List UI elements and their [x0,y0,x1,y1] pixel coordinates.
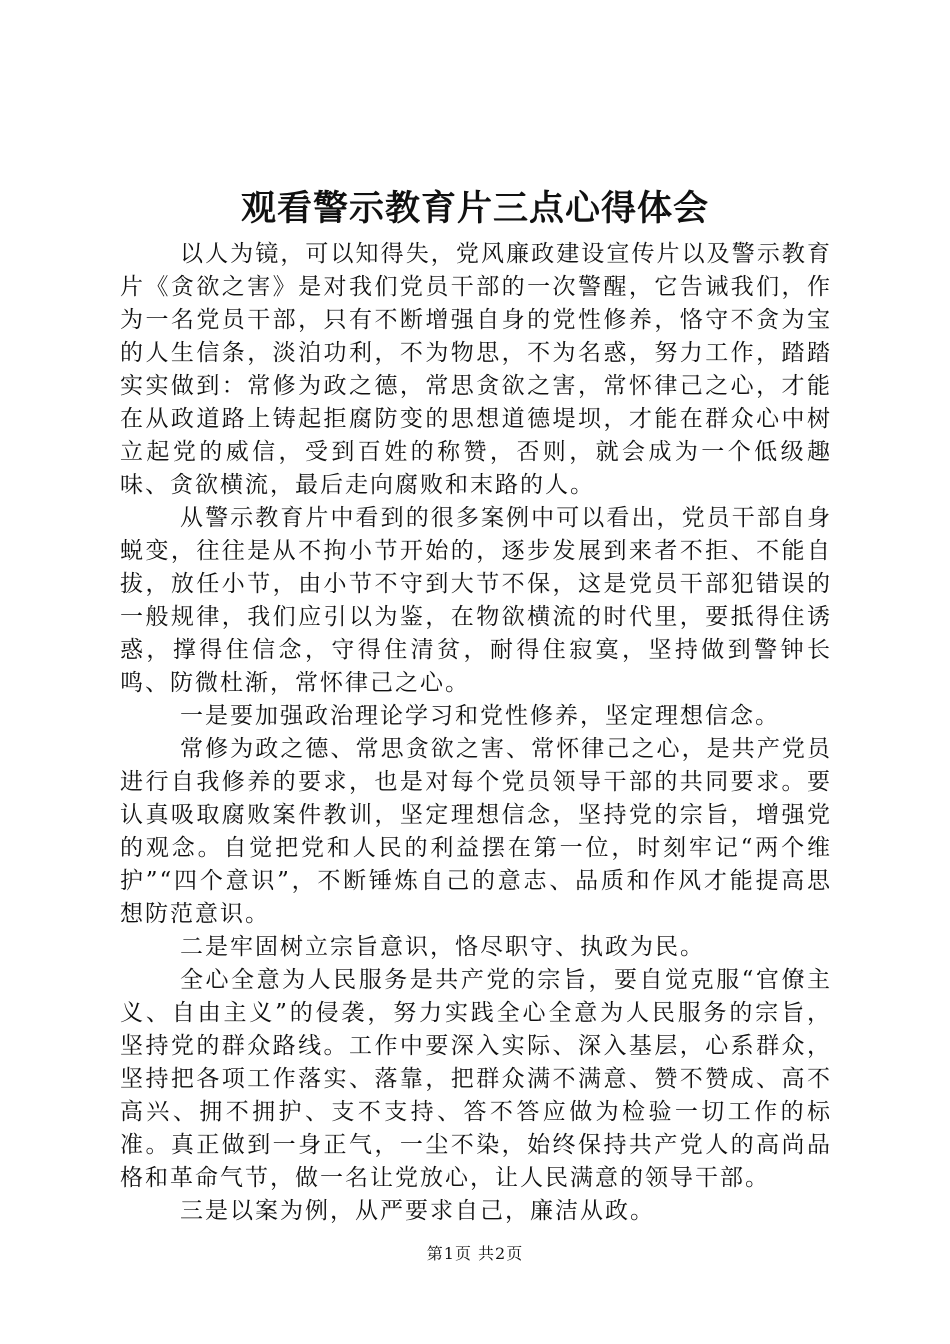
paragraph-point-two-body: 全心全意为人民服务是共产党的宗旨，要自觉克服“官僚主义、自由主义”的侵袭，努力实践全心全意为人民服务的宗旨，坚持党的群众路线。工作中要深入实际、深入基层，心系群众，坚持把各项工作落实、落靠，把群众满不满意、赞不赞成、高不高兴、拥不拥护、支不支持、答不答应做为检验一切工作的标准。真正做到一身正气，一尘不染，始终保持共产党人的高尚品格和革命气节，做一名让党放心，让人民满意的领导干部。 [120,967,832,1191]
paragraph-cases: 从警示教育片中看到的很多案例中可以看出，党员干部自身蜕变，往往是从不拘小节开始的，逐步发展到来者不拒、不能自拔，放任小节，由小节不守到大节不保，这是党员干部犯错误的一般规律，我们应引以为鉴，在物欲横流的时代里，要抵得住诱惑，撑得住信念，守得住清贫，耐得住寂寞，坚持做到警钟长鸣、防微杜渐，常怀律己之心。 [120,505,832,696]
paragraph-point-two-heading: 二是牢固树立宗旨意识，恪尽职守、执政为民。 [180,934,705,960]
page-number-footer: 第1页 共2页 [426,1244,524,1263]
paragraph-point-one-heading: 一是要加强政治理论学习和党性修养，坚定理想信念。 [180,703,780,729]
document-body [120,238,832,1228]
paragraph-point-three-heading: 三是以案为例，从严要求自己，廉洁从政。 [180,1198,655,1224]
document-title: 观看警示教育片三点心得体会 [240,188,709,229]
paragraph-intro: 以人为镜，可以知得失，党风廉政建设宣传片以及警示教育片《贪欲之害》是对我们党员干部的一次警醒，它告诫我们，作为一名党员干部，只有不断增强自身的党性修养，恪守不贪为宝的人生信条，淡泊功利，不为物思，不为名惑，努力工作，踏踏实实做到：常修为政之德，常思贪欲之害，常怀律己之心，才能在从政道路上铸起拒腐防变的思想道德堤坝，才能在群众心中树立起党的威信，受到百姓的称赞，否则，就会成为一个低级趣味、贪欲横流，最后走向腐败和末路的人。 [120,241,832,498]
paragraph-point-one-body: 常修为政之德、常思贪欲之害、常怀律己之心，是共产党员进行自我修养的要求，也是对每个党员领导干部的共同要求。要认真吸取腐败案件教训，坚定理想信念，坚持党的宗旨，增强党的观念。自觉把党和人民的利益摆在第一位，时刻牢记“两个维护”“四个意识”，不断锤炼自己的意志、品质和作风才能提高思想防范意识。 [120,736,832,927]
